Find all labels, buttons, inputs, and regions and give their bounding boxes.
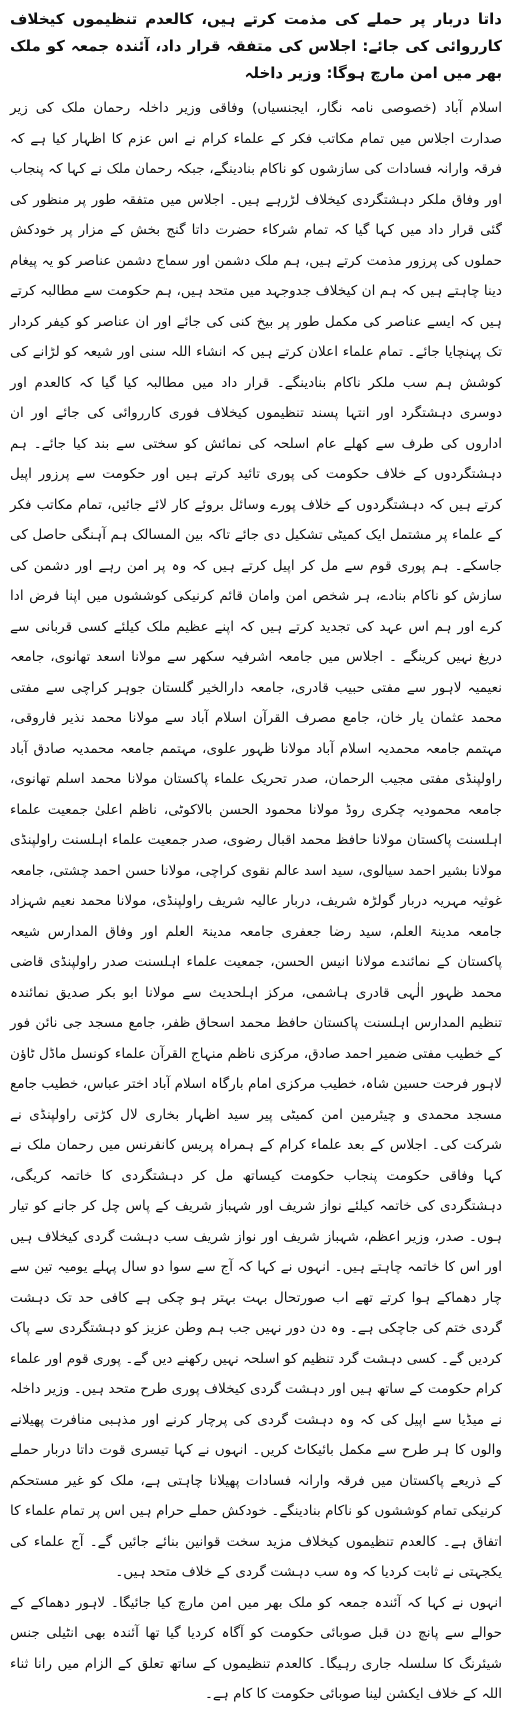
article-paragraph: انہوں نے کہا کہ آئندہ جمعہ کو ملک بھر میں امن مارچ کیا جائیگا۔ لاہور دھماکے کے حوالے سے پانچ دن قبل صوبائی حکومت کو آگاہ کردیا گیا تھا آئندہ بھی انٹیلی جنس شیئرنگ کا سلسلہ جاری رہیگا۔ کالعدم تنظیموں کے ساتھ تعلق کے الزام میں رانا ثناء اللہ کے خلاف ایکشن لینا صوبائی حکومت کا کام ہے۔ — [10, 1594, 502, 1702]
article-body — [10, 93, 502, 1710]
article-paragraph: اسلام آباد (خصوصی نامہ نگار، ایجنسیاں) وفاقی وزیر داخلہ رحمان ملک کی زیر صدارت اجلاس میں تمام مکاتب فکر کے علماء کرام نے اس عزم کا اظہار کیا ہے کہ فرقہ وارانہ فسادات کی سازشوں کو ناکام بنادینگے، جبکہ رحمان ملک نے کہا کہ پنجاب اور وفاق ملکر دہشتگردی کیخلاف لڑرہے ہیں۔ اجلاس میں متفقہ طور پر منظور کی گئی قرار داد میں کہا گیا کہ تمام شرکاء حضرت داتا گنج بخش کے مزار پر خودکش حملوں کی پرزور مذمت کرتے ہیں، ہم ملک دشمن اور سماج دشمن عناصر کو یہ پیغام دینا چاہتے ہیں کہ ہم ان کیخلاف جدوجہد میں متحد ہیں، ہم حکومت سے مطالبہ کرتے ہیں کہ ایسے عناصر کی مکمل طور پر بیخ کنی کی جائے اور ان عناصر کو کیفر کردار تک پہنچایا جائے۔ تمام علماء اعلان کرتے ہیں کہ انشاء اللہ سنی اور شیعہ کو لڑانے کی کوشش ہم سب ملکر ناکام بنادینگے۔ قرار داد میں مطالبہ کیا گیا کہ کالعدم اور دوسری دہشتگرد اور انتہا پسند تنظیموں کیخلاف فوری کارروائی کی جائے اور ان اداروں کی طرف سے کھلے عام اسلحہ کی نمائش کو سختی سے بند کیا جائے۔ ہم دہشتگردوں کے خلاف حکومت کی پوری تائید کرتے ہیں اور حکومت سے پرزور اپیل کرتے ہیں کہ دہشتگردوں کے خلاف پورے وسائل بروئے کار لائے جائیں، تمام مکاتب فکر کے علماء پر مشتمل ایک کمیٹی تشکیل دی جائے تاکہ بین المسالک ہم آہنگی حاصل کی جاسکے۔ ہم پوری قوم سے مل کر اپیل کرتے ہیں کہ وہ پر امن رہے اور دشمن کی سازش کو ناکام بنادے، ہر شخص امن وامان قائم کرنیکی کوششوں میں اپنا فرض ادا کرے اور ہم اس عہد کی تجدید کرتے ہیں کہ اپنے عظیم ملک کیلئے کسی قربانی سے دریغ نہیں کرینگے ۔ اجلاس میں جامعہ اشرفیہ سکھر سے مولانا اسعد تھانوی، جامعہ نعیمیہ لاہور سے مفتی حبیب قادری، جامعہ دارالخیر گلستان جوہر کراچی سے مفتی محمد عثمان یار خان، جامع مصرف القرآن اسلام آباد سے مولانا محمد نذیر فاروقی، مہتمم جامعہ محمدیہ اسلام آباد مولانا ظہور علوی، مہتمم جامعہ محمدیہ صادق آباد راولپنڈی مفتی مجیب الرحمان، صدر تحریک علماء پاکستان مولانا محمد اسلم تھانوی، جامعہ محمودیہ چکری روڈ مولانا محمود الحسن بالاکوٹی، ناظم اعلیٰ جمعیت علماء اہلسنت پاکستان مولانا حافظ محمد اقبال رضوی، صدر جمعیت علماء اہلسنت راولپنڈی مولانا بشیر احمد سیالوی، سید اسد عالم نقوی کراچی، مولانا حسن احمد چشتی، جامعہ غوثیہ مہریہ دربار گولڑہ شریف، دربار عالیہ شریف راولپنڈی، مولانا محمد نعیم شہزاد جامعہ مدینۃ العلم، سید رضا جعفری جامعہ مدینۃ العلم اور وفاق المدارس شیعہ پاکستان کے نمائندے مولانا انیس الحسن، جمعیت علماء اہلسنت صدر راولپنڈی قاضی محمد ظہور الٰہی قادری ہاشمی، مرکز اہلحدیث سے مولانا ابو بکر صدیق نمائندہ تنظیم المدارس اہلسنت پاکستان حافظ محمد اسحاق ظفر، جامع مسجد جی نائن فور کے خطیب مفتی ضمیر احمد صادق، مرکزی ناظم منہاج القرآن علماء کونسل ماڈل ٹاؤن لاہور فرحت حسین شاہ، خطیب مرکزی امام بارگاہ اسلام آباد اختر عباس، خطیب جامع مسجد محمدی و چیئرمین امن کمیٹی پیر سید اظہار بخاری لال کڑتی راولپنڈی نے شرکت کی۔ اجلاس کے بعد علماء کرام کے ہمراہ پریس کانفرنس میں رحمان ملک نے کہا وفاقی حکومت پنجاب حکومت کیساتھ مل کر دہشتگردی کا خاتمہ کریگی، دہشتگردی کی خاتمہ کیلئے نواز شریف اور شہباز شریف کے پاس چل کر جانے کو تیار ہوں۔ صدر، وزیر اعظم، شہباز شریف اور نواز شریف سب دہشت گردی کیخلاف ہیں اور اس کا خاتمہ چاہتے ہیں۔ انہوں نے کہا کہ آج سے سوا دو سال پہلے یومیہ تین سے چار دھماکے ہوا کرتے تھے اب صورتحال بہت بہتر ہو چکی ہے کافی حد تک دہشت گردی ختم کی جاچکی ہے۔ وہ دن دور نہیں جب ہم وطن عزیز کو دہشتگردی سے پاک کردیں گے۔ کسی دہشت گرد تنظیم کو اسلحہ نہیں رکھنے دیں گے۔ پوری قوم اور علماء کرام حکومت کے ساتھ ہیں اور دہشت گردی کیخلاف پوری طرح متحد ہیں۔ وزیر داخلہ نے میڈیا سے اپیل کی کہ وہ دہشت گردی کی پرچار کرنے اور مذہبی منافرت پھیلانے والوں کا ہر طرح سے مکمل بائیکاٹ کریں۔ انہوں نے کہا تیسری قوت داتا دربار حملے کے ذریعے پاکستان میں فرقہ وارانہ فسادات پھیلانا چاہتی ہے، ملک کو غیر مستحکم کرنیکی تمام کوششوں کو ناکام بنادینگے۔ خودکش حملے حرام ہیں اس پر تمام علماء کا اتفاق ہے۔ کالعدم تنظیموں کیخلاف مزید سخت قوانین بنائے جائیں گے۔ آج علماء کی یکجہتی نے ثابت کردیا کہ وہ سب دہشت گردی کے خلاف متحد ہیں۔ — [10, 100, 502, 1580]
article-headline: داتا دربار پر حملے کی مذمت کرتے ہیں، کالعدم تنظیموں کیخلاف کارروائی کی جائے: اجلاس کی متفقہ قرار داد، آئندہ جمعہ کو ملک بھر میں امن مارچ ہوگا: وزیر داخلہ — [10, 10, 502, 82]
